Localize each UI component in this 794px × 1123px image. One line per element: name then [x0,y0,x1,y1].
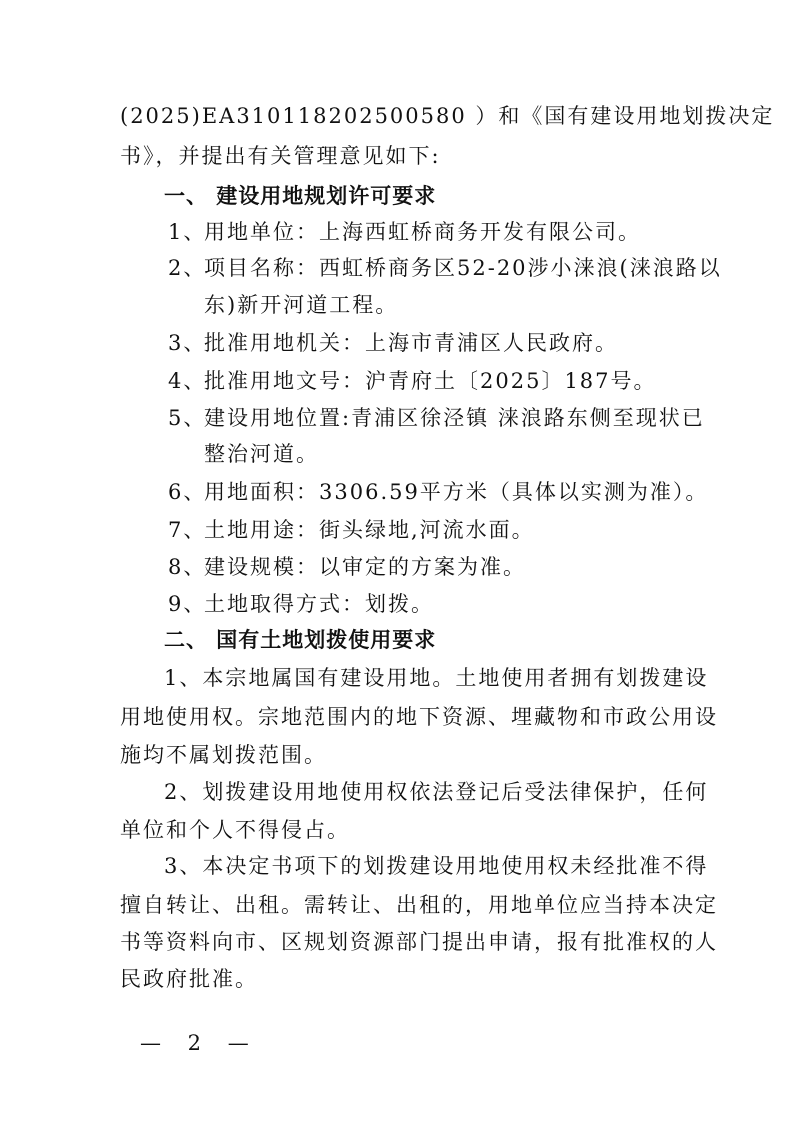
list-item: 2、项目名称：西虹桥商务区52-20涉小涞浪(涞浪路以 [168,256,722,280]
list-item: 7、土地用途：街头绿地,河流水面。 [168,518,535,542]
intro-line-2: 书》，并提出有关管理意见如下: [120,144,441,168]
list-item-continuation: 整治河道。 [204,442,319,466]
paragraph-line: 民政府批准。 [120,967,258,991]
page-number: — 2 — [140,1031,259,1055]
list-item: 5、建设用地位置:青浦区徐泾镇 涞浪路东侧至现状已 [168,406,705,430]
paragraph-line: 擅自转让、出租。需转让、出租的，用地单位应当持本决定 [120,893,718,917]
list-item-continuation: 东)新开河道工程。 [204,293,399,317]
paragraph-line: 施均不属划拨范围。 [120,743,327,767]
paragraph-line: 用地使用权。宗地范围内的地下资源、埋藏物和市政公用设 [120,705,718,729]
list-item: 6、用地面积：3306.59平方米（具体以实测为准）。 [168,480,709,504]
section-1-title: 一、 建设用地规划许可要求 [164,184,437,208]
list-item: 8、建设规模：以审定的方案为准。 [168,555,526,579]
list-item: 9、土地取得方式：划拨。 [168,592,434,616]
list-item: 1、用地单位：上海西虹桥商务开发有限公司。 [168,220,641,244]
paragraph-line: 2、划拨建设用地使用权依法登记后受法律保护，任何 [164,780,709,804]
paragraph-line: 书等资料向市、区规划资源部门提出申请，报有批准权的人 [120,930,718,954]
list-item: 3、批准用地机关：上海市青浦区人民政府。 [168,331,618,355]
paragraph-line: 3、本决定书项下的划拨建设用地使用权未经批准不得 [164,854,709,878]
paragraph-line: 单位和个人不得侵占。 [120,818,350,842]
section-2-title: 二、 国有土地划拨使用要求 [164,628,437,652]
list-item: 4、批准用地文号：沪青府土〔2025〕187号。 [168,369,657,393]
intro-line-1: (2025)EA310118202500580 ）和《国有建设用地划拨决定 [120,104,775,128]
paragraph-line: 1、本宗地属国有建设用地。土地使用者拥有划拨建设 [164,666,709,690]
